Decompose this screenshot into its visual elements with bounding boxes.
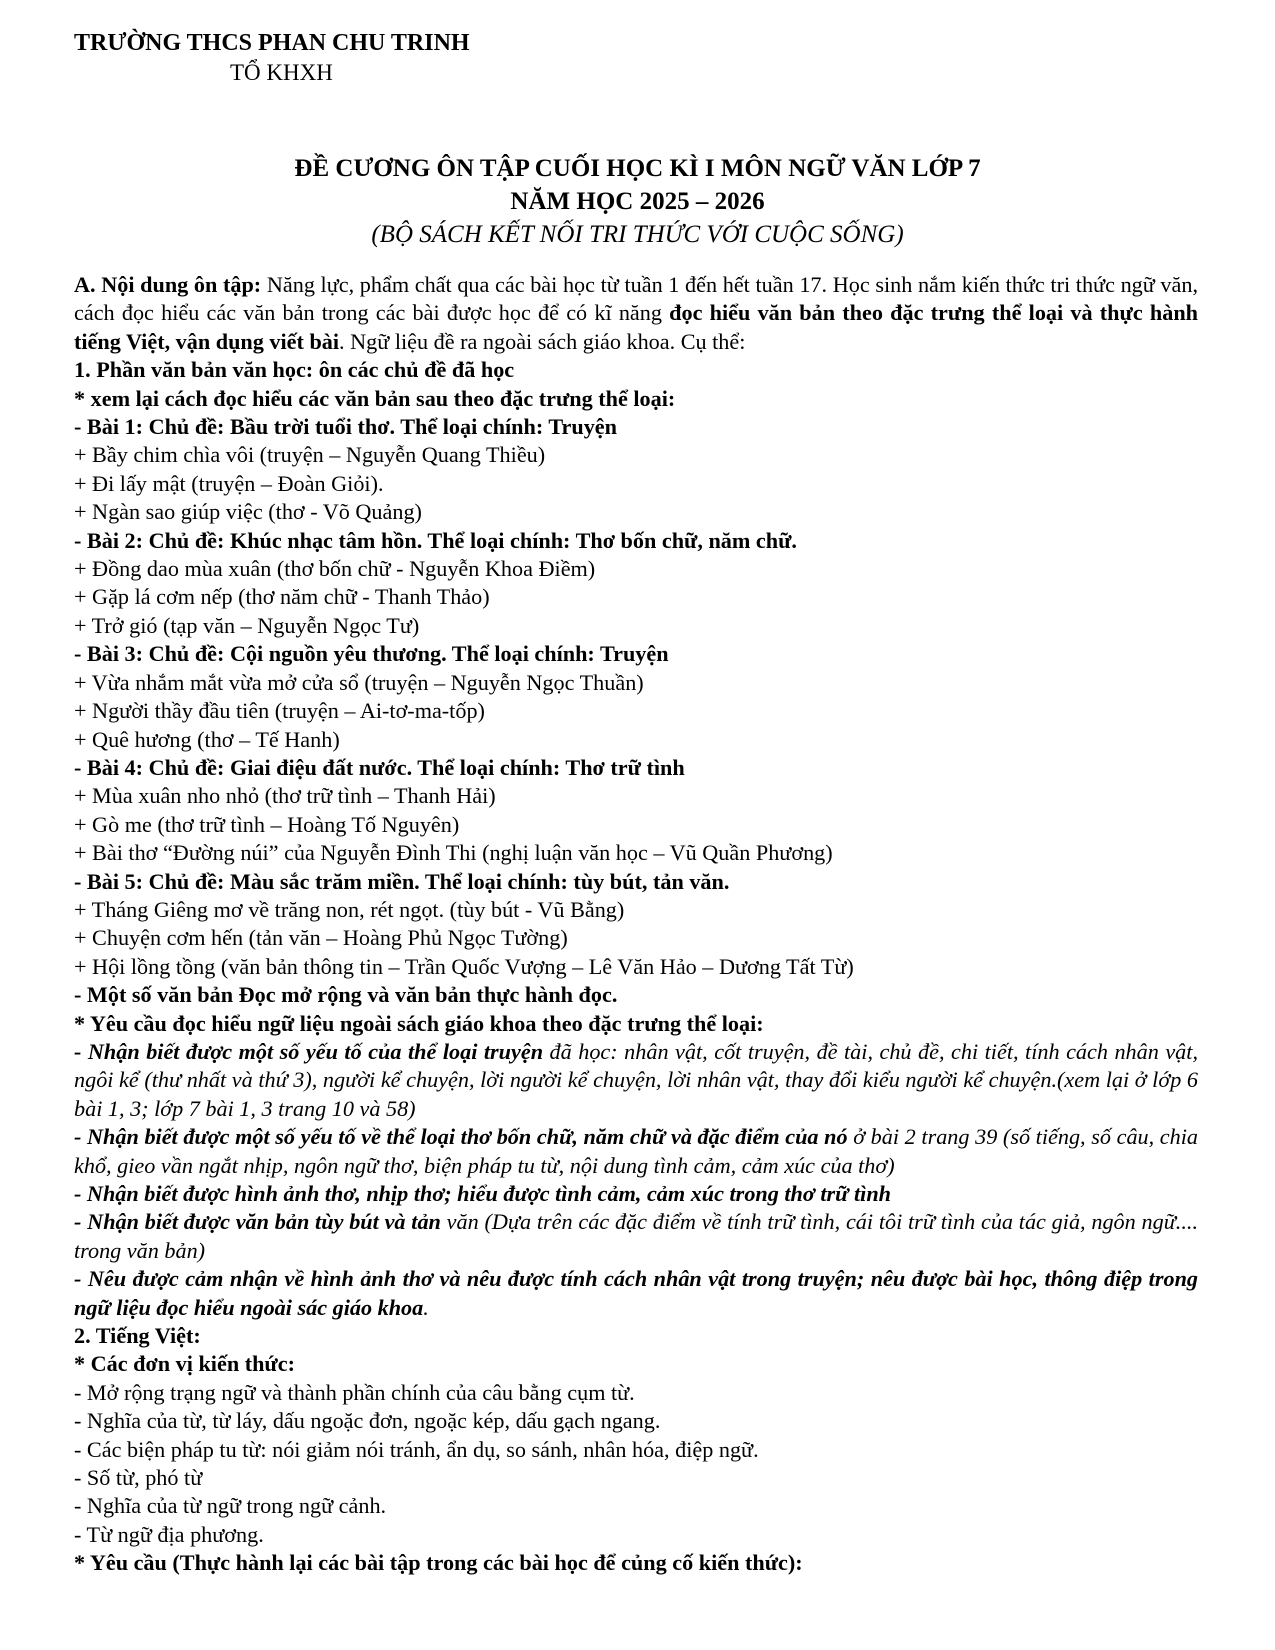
requirement-detail: văn (Dựa trên các đặc điểm về tính trữ tình, cái tôi trữ tình của tác giả, ngôn ngữ.... trong văn bản): [74, 1209, 1198, 1263]
requirement-lead: - Nhận biết được một số yếu tố về thể loại thơ bốn chữ, năm chữ và đặc điểm của nó: [74, 1124, 848, 1150]
department-name: TỔ KHXH: [230, 60, 333, 85]
section-a-bold-text: đọc hiểu văn bản theo đặc trưng thể loại và thực hành tiếng Việt, vận dụng viết bài: [74, 300, 1198, 354]
lesson-4-heading: - Bài 4: Chủ đề: Giai điệu đất nước. Thể loại chính: Thơ trữ tình: [74, 754, 685, 780]
section-a-text-end: . Ngữ liệu đề ra ngoài sách giáo khoa. Cụ thể:: [339, 328, 746, 354]
book-series: (BỘ SÁCH KẾT NỐI TRI THỨC VỚI CUỘC SỐNG): [371, 221, 904, 248]
requirement-lead: - Nhận biết được một số yếu tố của thể loại truyện: [74, 1038, 544, 1064]
school-name: TRƯỜNG THCS PHAN CHU TRINH: [74, 30, 470, 56]
list-item: - Từ ngữ địa phương.: [74, 1521, 264, 1547]
list-item: + Bài thơ “Đường núi” của Nguyễn Đình Thi (nghị luận văn học – Vũ Quần Phương): [74, 840, 833, 866]
requirement-item: [74, 1123, 1198, 1180]
document-title: ĐỀ CƯƠNG ÔN TẬP CUỐI HỌC KÌ I MÔN NGỮ VĂN LỚP 7: [294, 155, 981, 182]
requirement-detail: .: [423, 1294, 429, 1320]
list-item: + Gò me (thơ trữ tình – Hoàng Tố Nguyên): [74, 811, 460, 837]
list-item: + Gặp lá cơm nếp (thơ năm chữ - Thanh Thảo): [74, 584, 490, 610]
document-header: [74, 28, 470, 88]
list-item: + Đồng dao mùa xuân (thơ bốn chữ - Nguyễn Khoa Điềm): [74, 556, 596, 582]
list-item: - Mở rộng trạng ngữ và thành phần chính của câu bằng cụm từ.: [74, 1379, 635, 1405]
list-item: - Nghĩa của từ ngữ trong ngữ cảnh.: [74, 1493, 387, 1519]
requirement-detail: ở bài 2 trang 39 (số tiếng, số câu, chia khổ, gieo vần ngắt nhịp, ngôn ngữ thơ, biện pháp tu từ, nội dung tình cảm, cảm xúc của thơ): [74, 1124, 1199, 1178]
document-body: [74, 271, 1198, 1578]
extra-reading-heading: - Một số văn bản Đọc mở rộng và văn bản thực hành đọc.: [74, 982, 618, 1008]
lesson-5-heading: - Bài 5: Chủ đề: Màu sắc trăm miền. Thể loại chính: tùy bút, tản văn.: [74, 868, 730, 894]
list-item: - Các biện pháp tu từ: nói giảm nói tránh, ẩn dụ, so sánh, nhân hóa, điệp ngữ.: [74, 1436, 759, 1462]
list-item: + Ngàn sao giúp việc (thơ - Võ Quảng): [74, 499, 422, 525]
requirement-item: [74, 1208, 1198, 1265]
list-item: - Nghĩa của từ, từ láy, dấu ngoặc đơn, ngoặc kép, dấu gạch ngang.: [74, 1408, 661, 1434]
document-titles: [0, 152, 1275, 251]
list-item: + Đi lấy mật (truyện – Đoàn Giỏi).: [74, 470, 384, 496]
part2-heading: 2. Tiếng Việt:: [74, 1323, 201, 1349]
list-item: + Trở gió (tạp văn – Nguyễn Ngọc Tư): [74, 612, 420, 638]
requirement-item: [74, 1265, 1198, 1322]
list-item: + Hội lồng tồng (văn bản thông tin – Trần Quốc Vượng – Lê Văn Hảo – Dương Tất Từ): [74, 953, 854, 979]
part1-heading: 1. Phần văn bản văn học: ôn các chủ đề đã học: [74, 357, 515, 383]
requirement-lead: - Nhận biết được văn bản tùy bút và tản: [74, 1209, 441, 1235]
knowledge-units-heading: * Các đơn vị kiến thức:: [74, 1351, 295, 1377]
requirement-detail: đã học: nhân vật, cốt truyện, đề tài, chủ đề, chi tiết, tính cách nhân vật, ngôi kể (thư nhất và thứ 3), người kể chuyện, lời người kể chuyện, lời nhân vật, thay đổi kiểu người kể chuyện.(xem lại ở lớp 6 bài 1, 3; lớp 7 bài 1, 3 trang 10 và 58): [74, 1038, 1198, 1121]
section-a-text: Năng lực, phẩm chất qua các bài học từ tuần 1 đến hết tuần 17. Học sinh nắm kiến thức tri thức ngữ văn, cách đọc hiểu các văn bản trong các bài được học để có kĩ năng: [74, 272, 1199, 326]
list-item: - Số từ, phó từ: [74, 1465, 203, 1491]
reading-requirements-heading: * Yêu cầu đọc hiểu ngữ liệu ngoài sách giáo khoa theo đặc trưng thể loại:: [74, 1010, 764, 1036]
list-item: + Tháng Giêng mơ về trăng non, rét ngọt. (tùy bút - Vũ Bằng): [74, 896, 625, 922]
requirement-lead: - Nhận biết được hình ảnh thơ, nhịp thơ; hiểu được tình cảm, cảm xúc trong thơ trữ tình: [74, 1181, 891, 1206]
lesson-2-heading: - Bài 2: Chủ đề: Khúc nhạc tâm hồn. Thể loại chính: Thơ bốn chữ, năm chữ.: [74, 527, 797, 553]
list-item: + Vừa nhắm mắt vừa mở cửa sổ (truyện – Nguyễn Ngọc Thuần): [74, 669, 644, 695]
requirement-item: [74, 1180, 1198, 1208]
list-item: + Chuyện cơm hến (tản văn – Hoàng Phủ Ngọc Tường): [74, 925, 568, 951]
requirement-item: [74, 1038, 1198, 1123]
list-item: + Bầy chim chìa vôi (truyện – Nguyễn Quang Thiều): [74, 442, 546, 468]
list-item: + Mùa xuân nho nhỏ (thơ trữ tình – Thanh Hải): [74, 783, 496, 809]
section-a-heading: A. Nội dung ôn tập:: [74, 272, 262, 297]
practice-requirements-heading: * Yêu cầu (Thực hành lại các bài tập trong các bài học để củng cố kiến thức):: [74, 1550, 803, 1576]
list-item: + Quê hương (thơ – Tế Hanh): [74, 726, 340, 752]
lesson-3-heading: - Bài 3: Chủ đề: Cội nguồn yêu thương. Thể loại chính: Truyện: [74, 641, 669, 667]
requirement-lead: - Nêu được cảm nhận về hình ảnh thơ và nêu được tính cách nhân vật trong truyện; nêu được bài học, thông điệp trong ngữ liệu đọc hiểu ngoài sác giáo khoa: [74, 1266, 1198, 1320]
school-year: NĂM HỌC 2025 – 2026: [510, 188, 765, 215]
list-item: + Người thầy đầu tiên (truyện – Ai-tơ-ma-tốp): [74, 698, 485, 724]
lesson-1-heading: - Bài 1: Chủ đề: Bầu trời tuổi thơ. Thể loại chính: Truyện: [74, 414, 617, 440]
part1-subheading: * xem lại cách đọc hiểu các văn bản sau theo đặc trưng thể loại:: [74, 385, 676, 411]
section-a-paragraph: [74, 271, 1198, 356]
